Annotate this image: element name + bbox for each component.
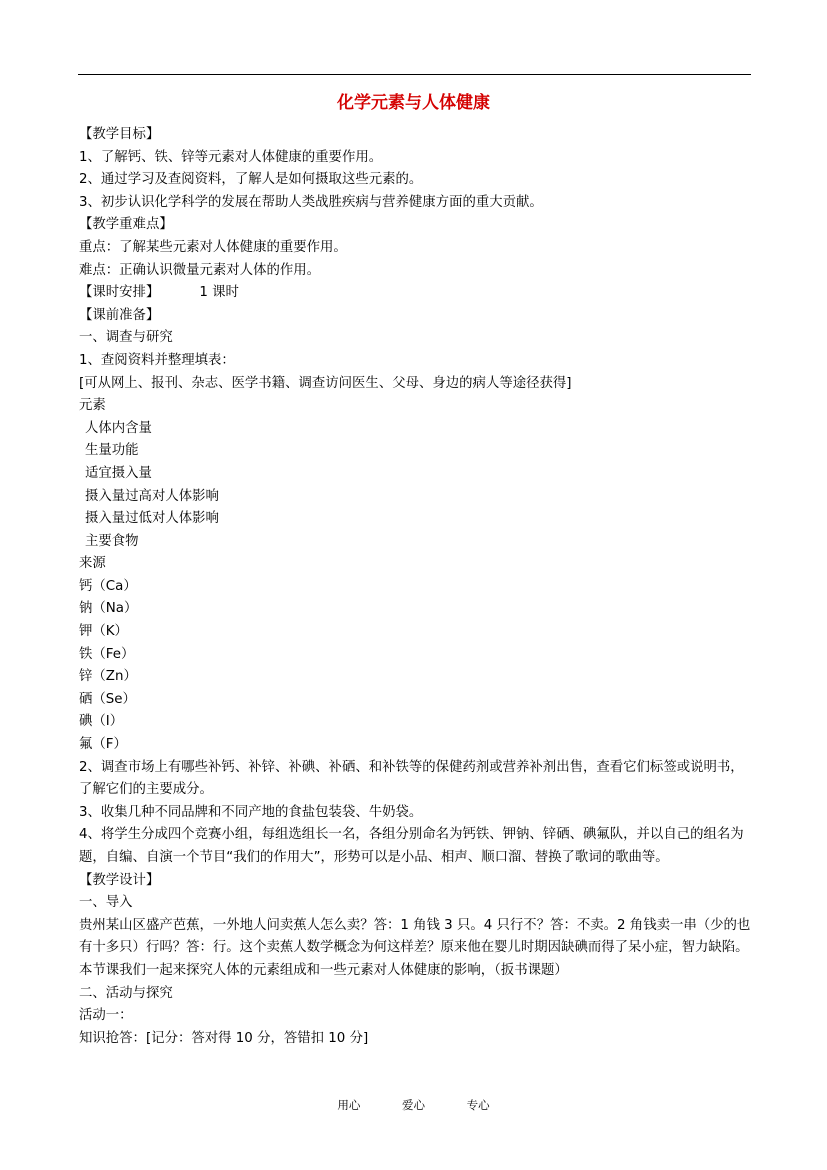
schedule-value: 1 课时 — [199, 285, 239, 301]
goal-item: 2、通过学习及查阅资料，了解人是如何摄取这些元素的。 — [79, 172, 423, 188]
schedule-line — [79, 282, 751, 305]
activity-1: 活动一： — [79, 1008, 133, 1024]
goal-item: 1、了解钙、铁、锌等元素对人体健康的重要作用。 — [79, 149, 383, 165]
document-title: 化学元素与人体健康 — [337, 93, 490, 113]
table-row: 氟（F） — [79, 737, 127, 753]
table-row: 钾（K） — [79, 624, 128, 640]
table-col-source: 来源 — [79, 556, 106, 572]
table-col: 摄入量过低对人体影响 — [85, 511, 219, 527]
intro-heading: 一、导入 — [79, 895, 133, 911]
header-rule — [78, 74, 751, 75]
schedule-heading: 【课时安排】 — [79, 285, 160, 301]
quiz-rule: 知识抢答：[记分：答对得 10 分，答错扣 10 分] — [79, 1030, 369, 1046]
intro-text: 贵州某山区盛产芭蕉，一外地人问卖蕉人怎么卖？答：1 角钱 3 只。4 只行不？答：不卖。2 角钱卖一串（少的也有十多只）行吗？答：行。这个卖蕉人数学概念为何这样差？原来他在婴儿时期因缺碘而得了呆小症，智力缺陷。本节课我们一起来探究人体的元素组成和一些元素对人体健康的影响，（扳书课题） — [79, 917, 751, 978]
footer-word: 爱心 — [402, 1098, 425, 1112]
table-row: 碘（I） — [79, 714, 124, 730]
survey-item-1: 1、查阅资料并整理填表： — [79, 352, 235, 368]
survey-heading: 一、调查与研究 — [79, 330, 173, 346]
table-row: 锌（Zn） — [79, 669, 137, 685]
page-footer — [0, 1097, 827, 1113]
design-heading: 【教学设计】 — [79, 872, 160, 888]
survey-item-1-note: [可从网上、报刊、杂志、医学书籍、调查访问医生、父母、身边的病人等途径获得] — [79, 375, 572, 391]
activity-heading: 二、活动与探究 — [79, 985, 173, 1001]
document-body — [79, 124, 751, 1050]
table-row: 钠（Na） — [79, 601, 138, 617]
goal-item: 3、初步认识化学科学的发展在帮助人类战胜疾病与营养健康方面的重大贡献。 — [79, 194, 543, 210]
survey-item-3: 3、收集几种不同品牌和不同产地的食盐包装袋、牛奶袋。 — [79, 804, 423, 820]
footer-word: 用心 — [337, 1098, 361, 1112]
key-heading: 【教学重难点】 — [79, 217, 173, 233]
survey-item-4: 4、将学生分成四个竞赛小组，每组选组长一名，各组分别命名为钙铁、钾钠、锌硒、碘氟队，并以自己的组名为题，自编、自演一个节目“我们的作用大”，形势可以是小品、相声、顺口溜、替换了歌词的歌曲等。 — [79, 827, 744, 865]
table-col: 摄入量过高对人体影响 — [85, 488, 219, 504]
table-row: 铁（Fe） — [79, 646, 135, 662]
table-row: 钙（Ca） — [79, 578, 137, 594]
footer-word: 专心 — [466, 1098, 490, 1112]
table-col: 生量功能 — [85, 443, 139, 459]
table-col-element: 元素 — [79, 398, 106, 414]
table-col: 适宜摄入量 — [85, 465, 152, 481]
prep-heading: 【课前准备】 — [79, 307, 160, 323]
difficult-point: 难点：正确认识微量元素对人体的作用。 — [79, 262, 321, 278]
survey-item-2: 2、调查市场上有哪些补钙、补锌、补碘、补硒、和补铁等的保健药剂或营养补剂出售，查看它们标签或说明书，了解它们的主要成分。 — [79, 759, 744, 798]
table-col: 主要食物 — [85, 533, 139, 549]
table-col: 人体内含量 — [85, 420, 152, 436]
table-row: 硒（Se） — [79, 691, 136, 707]
key-point: 重点：了解某些元素对人体健康的重要作用。 — [79, 239, 347, 255]
goals-heading: 【教学目标】 — [79, 127, 160, 142]
